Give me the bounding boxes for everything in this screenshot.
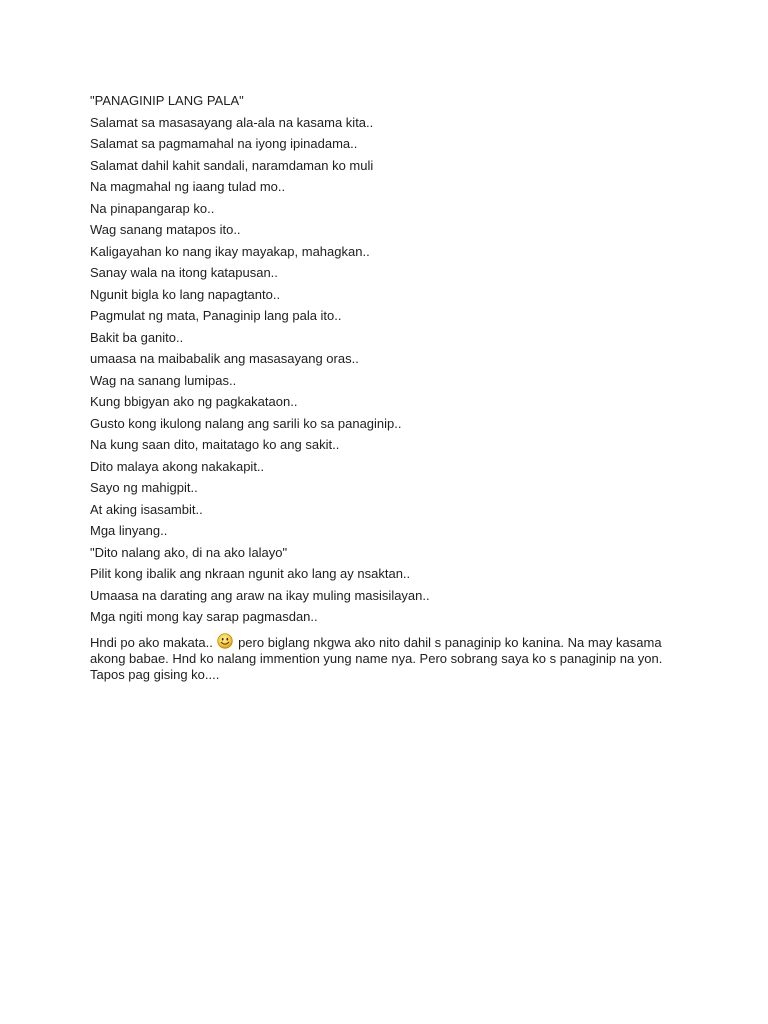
poem-line: Pagmulat ng mata, Panaginip lang pala ito.. [90, 308, 342, 323]
poem-line: Na magmahal ng iaang tulad mo.. [90, 179, 286, 194]
closing-text-after: pero biglang nkgwa ako nito dahil s panaginip ko kanina. Na may kasama akong babae. Hnd ko nalang immention yung name nya. Pero sobrang saya ko s panaginip na yon. Tapos pag gising ko.... [90, 634, 663, 682]
poem-line: Kung bbigyan ako ng pagkakataon.. [90, 394, 298, 409]
poem-line: Sayo ng mahigpit.. [90, 480, 198, 495]
poem-title: "PANAGINIP LANG PALA" [90, 93, 244, 108]
poem-line: Bakit ba ganito.. [90, 329, 184, 345]
poem-line: Salamat sa masasayang ala-ala na kasama kita.. [90, 114, 374, 130]
poem-line: "Dito nalang ako, di na ako lalayo" [90, 544, 288, 560]
poem-line: Salamat sa pagmamahal na iyong ipinadama.. [90, 136, 358, 151]
poem-line: Wag sanang matapos ito.. [90, 222, 241, 237]
poem-line: Sanay wala na itong katapusan.. [90, 265, 278, 280]
closing-text-before: Hndi po ako makata.. [90, 634, 217, 650]
document-body [90, 92, 690, 683]
poem-line: Na kung saan dito, maitatago ko ang sakit.. [90, 437, 340, 452]
smiley-icon [217, 633, 233, 649]
poem-line: Dito malaya akong nakakapit.. [90, 458, 265, 474]
poem-line: Gusto kong ikulong nalang ang sarili ko sa panaginip.. [90, 415, 402, 431]
poem-line: Ngunit bigla ko lang napagtanto.. [90, 286, 281, 302]
poem-line: umaasa na maibabalik ang masasayang oras.. [90, 351, 359, 366]
poem-line: Umaasa na darating ang araw na ikay muling masisilayan.. [90, 587, 430, 603]
poem-line: Salamat dahil kahit sandali, naramdaman ko muli [90, 157, 374, 173]
poem-line: Wag na sanang lumipas.. [90, 372, 237, 388]
poem-line: Na pinapangarap ko.. [90, 200, 215, 216]
poem-lines [90, 114, 690, 630]
closing-paragraph [90, 630, 682, 683]
poem-line: Mga linyang.. [90, 523, 168, 538]
poem-line: Mga ngiti mong kay sarap pagmasdan.. [90, 609, 318, 624]
poem-line: Pilit kong ibalik ang nkraan ngunit ako lang ay nsaktan.. [90, 566, 411, 581]
poem-line: At aking isasambit.. [90, 501, 203, 517]
poem-line: Kaligayahan ko nang ikay mayakap, mahagkan.. [90, 243, 370, 259]
